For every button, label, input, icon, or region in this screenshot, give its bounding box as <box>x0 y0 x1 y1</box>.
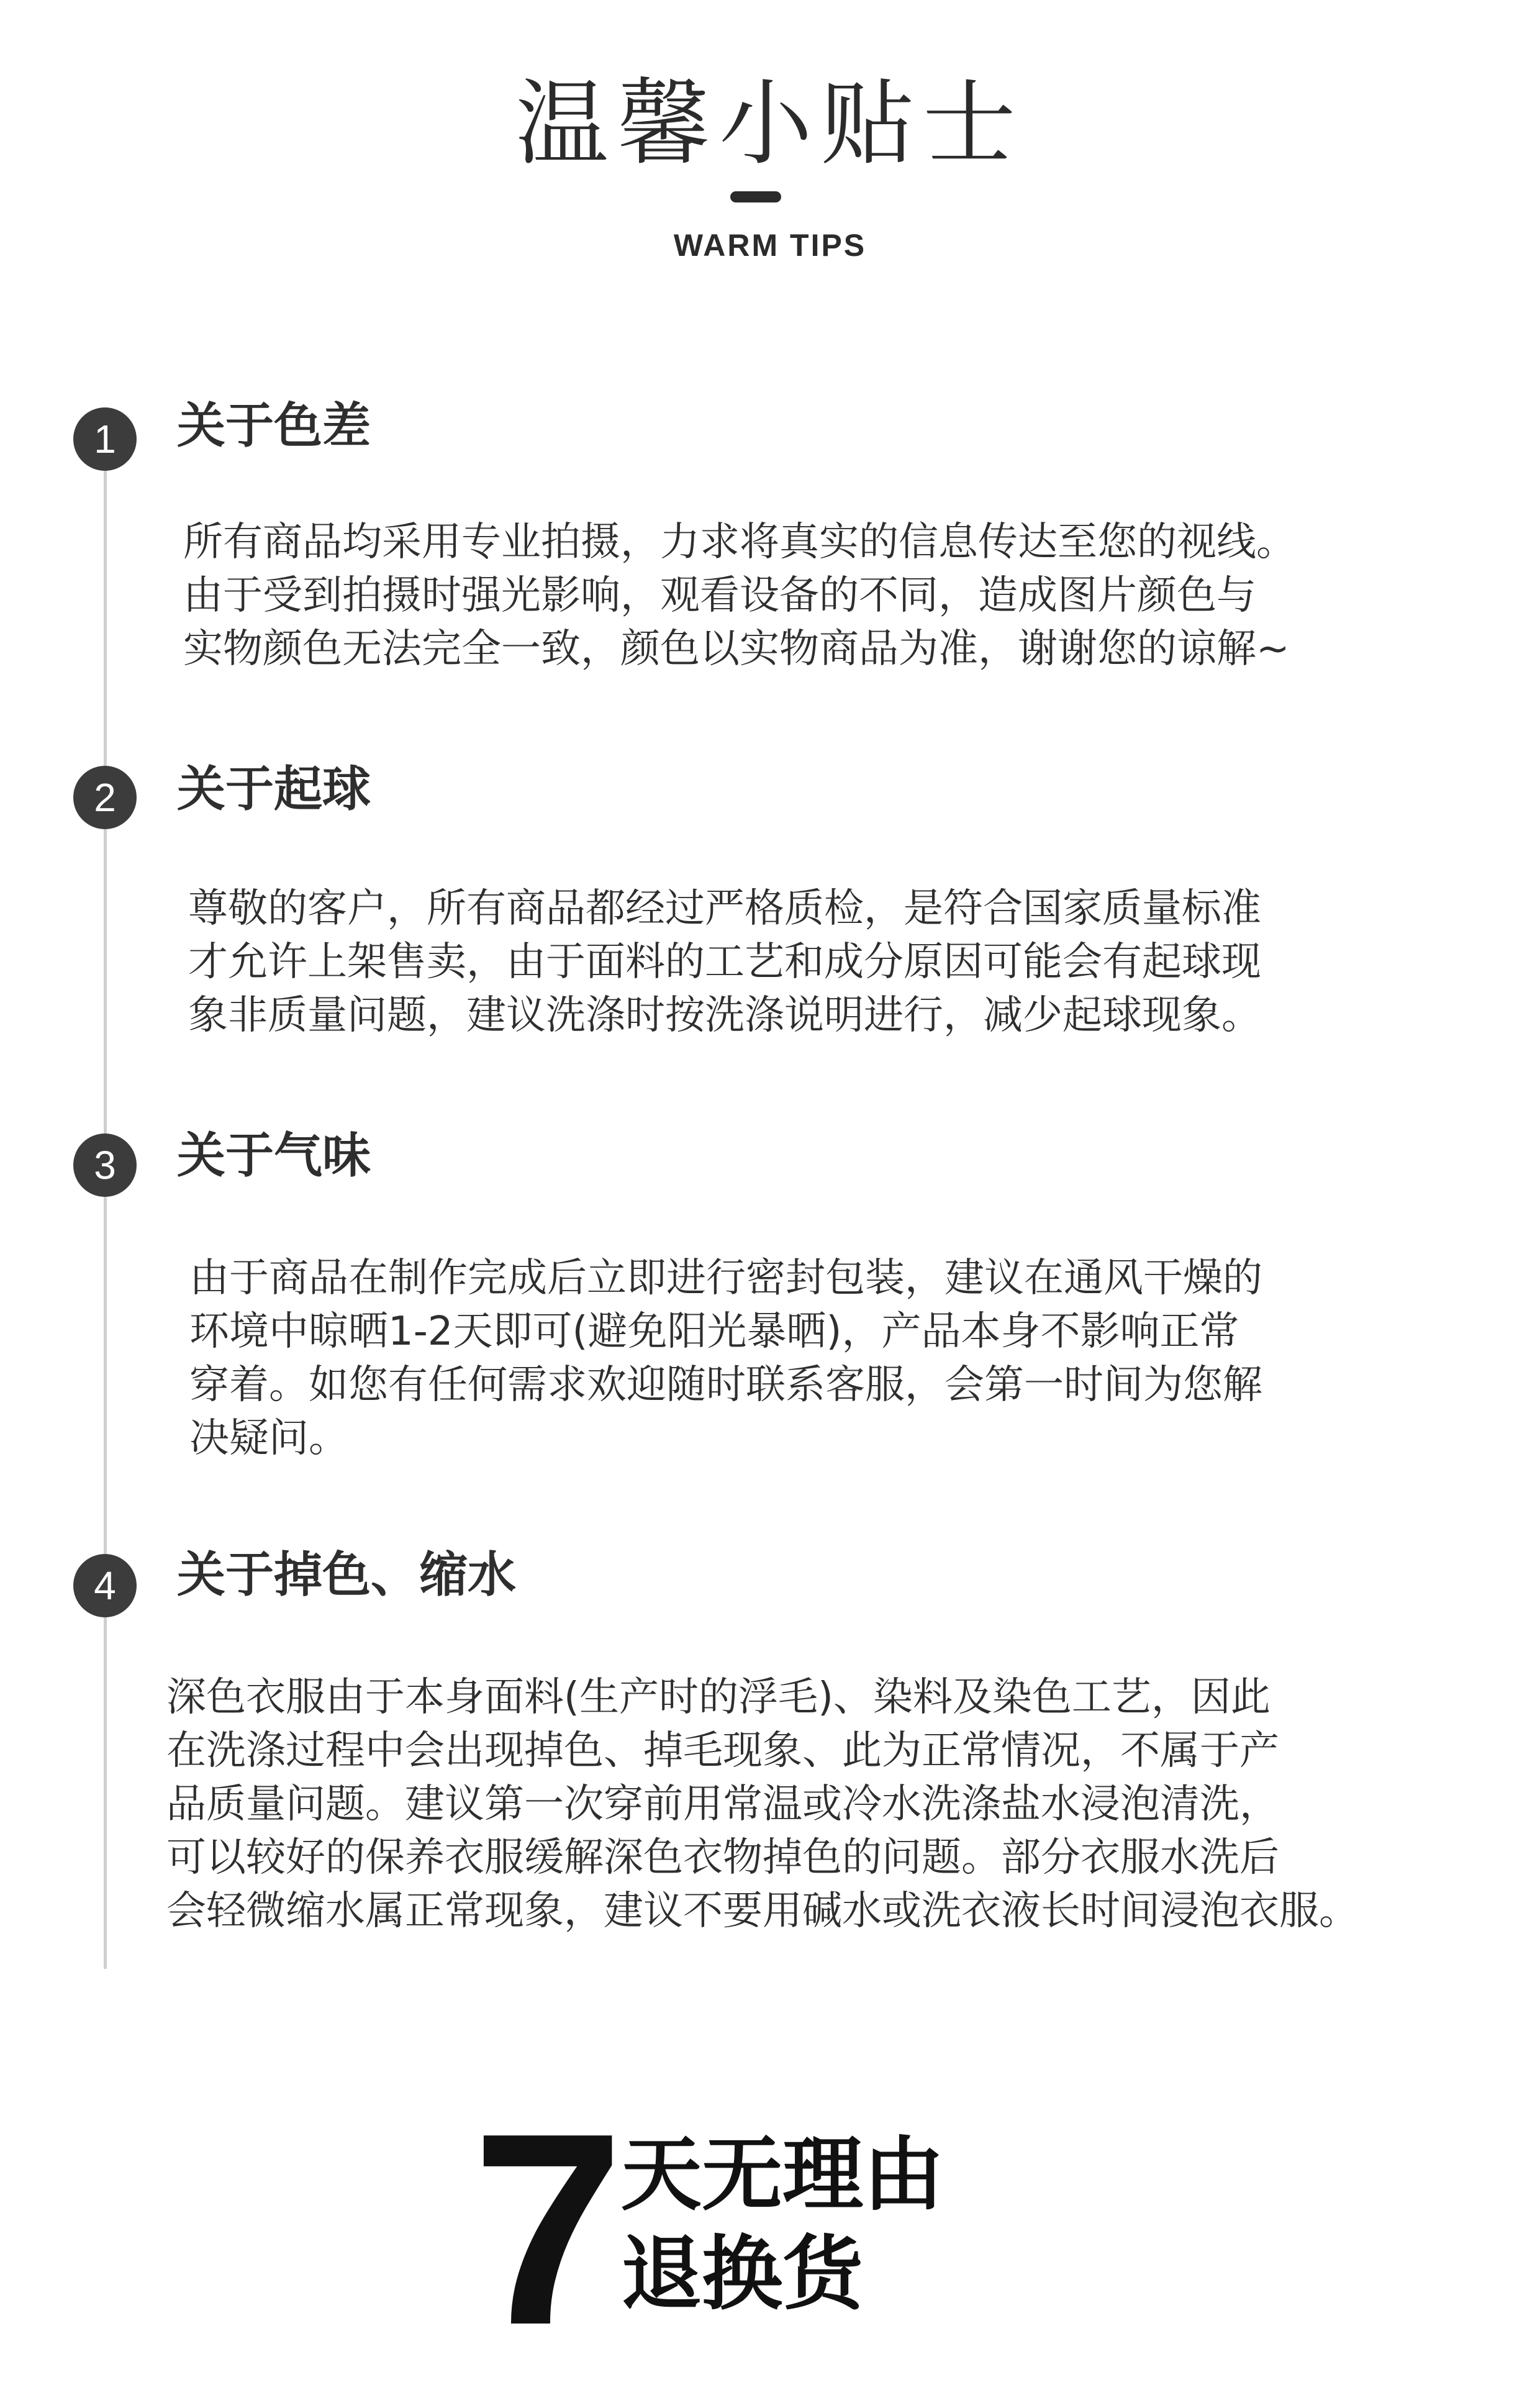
step-number-4: 4 <box>73 1554 137 1617</box>
section-body-color-difference <box>183 516 1296 676</box>
promo-line-1: 天无理由 <box>621 2127 944 2222</box>
body-line: 会轻微缩水属正常现象，建议不要用碱水或洗衣液长时间浸泡衣服。 <box>166 1888 1359 1934</box>
page-title: 温馨小贴士 <box>515 70 1025 178</box>
section-body-pilling <box>188 882 1261 1042</box>
body-line: 尊敬的客户，所有商品都经过严格质检，是符合国家质量标准 <box>188 886 1261 932</box>
body-line: 决疑问。 <box>189 1415 348 1461</box>
body-line: 穿着。如您有任何需求欢迎随时联系客服，会第一时间为您解 <box>189 1362 1262 1408</box>
body-line: 象非质量问题，建议洗涤时按洗涤说明进行，减少起球现象。 <box>188 993 1261 1038</box>
step-number-2: 2 <box>73 766 137 829</box>
section-title-odor: 关于气味 <box>177 1128 371 1184</box>
body-line: 才允许上架售卖，由于面料的工艺和成分原因可能会有起球现 <box>188 939 1261 985</box>
timeline-line <box>104 435 107 1969</box>
body-line: 由于商品在制作完成后立即进行密封包装，建议在通风干燥的 <box>189 1255 1262 1301</box>
page-subtitle: WARM TIPS <box>673 228 867 263</box>
body-line: 品质量问题。建议第一次穿前用常温或冷水洗涤盐水浸泡清洗， <box>166 1781 1279 1827</box>
body-line: 可以较好的保养衣服缓解深色衣物掉色的问题。部分衣服水洗后 <box>166 1835 1279 1881</box>
body-line: 所有商品均采用专业拍摄，力求将真实的信息传达至您的视线。 <box>183 519 1296 565</box>
body-line: 在洗涤过程中会出现掉色、掉毛现象、此为正常情况，不属于产 <box>166 1728 1279 1774</box>
body-line: 环境中晾晒1-2天即可(避免阳光暴晒)，产品本身不影响正常 <box>189 1309 1239 1355</box>
body-line: 深色衣服由于本身面料(生产时的浮毛)、染料及染色工艺，因此 <box>166 1674 1270 1720</box>
step-number-3: 3 <box>73 1133 137 1197</box>
body-line: 由于受到拍摄时强光影响，观看设备的不同，造成图片颜色与 <box>183 573 1256 619</box>
section-title-fading-shrinkage: 关于掉色、缩水 <box>177 1547 517 1603</box>
body-line: 实物颜色无法完全一致，颜色以实物商品为准，谢谢您的谅解~ <box>183 626 1290 672</box>
step-number-1: 1 <box>73 407 137 471</box>
section-body-odor <box>189 1252 1262 1465</box>
promo-number: 7 <box>472 2077 624 2382</box>
section-title-color-difference: 关于色差 <box>177 398 371 454</box>
promo-line-2: 退换货 <box>621 2227 864 2321</box>
title-divider <box>730 191 781 202</box>
section-title-pilling: 关于起球 <box>177 761 371 817</box>
section-body-fading-shrinkage <box>166 1671 1359 1938</box>
